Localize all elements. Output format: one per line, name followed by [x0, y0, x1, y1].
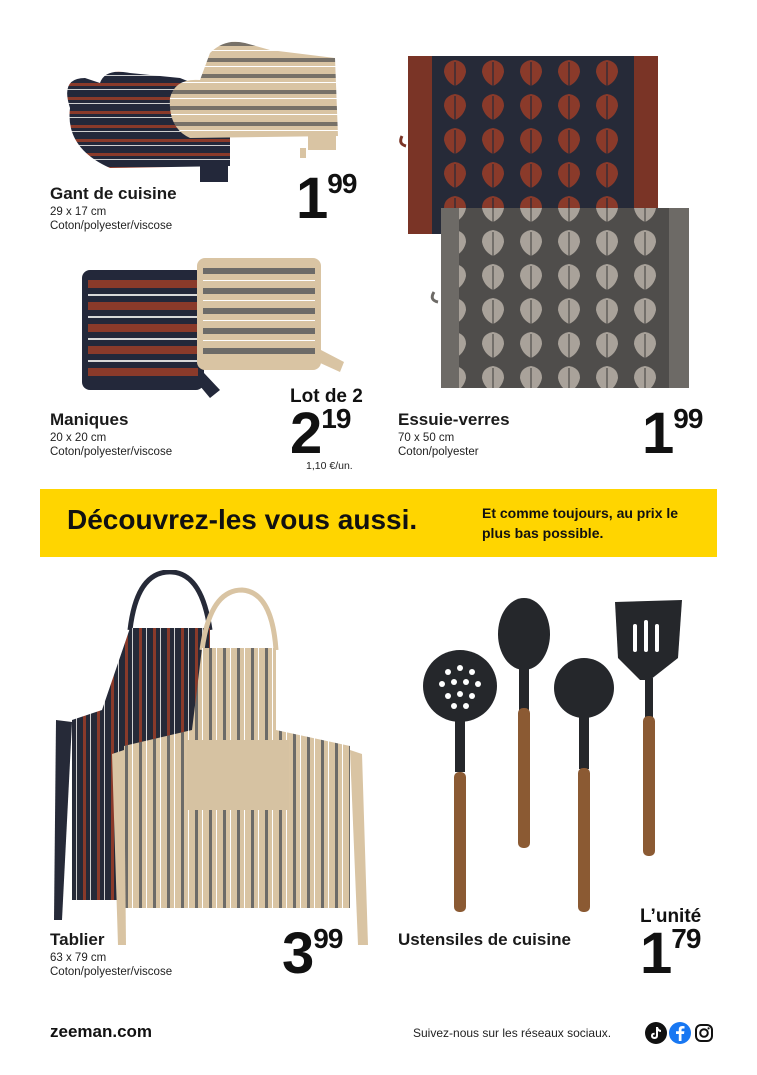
price-decimal: 99 [313, 923, 343, 954]
product-name: Essuie-verres [398, 410, 510, 429]
website-link[interactable]: zeeman.com [50, 1022, 153, 1041]
product-name: Gant de cuisine [50, 184, 177, 203]
promo-banner [40, 489, 717, 557]
price-decimal: 99 [327, 168, 357, 199]
price-integer: 2 [290, 401, 320, 466]
product-dimensions: 29 x 17 cm [50, 206, 107, 218]
kitchen-utensils-image [420, 596, 690, 916]
product-price [640, 921, 701, 986]
unit-price: 1,10 €/un. [306, 460, 353, 472]
product-price [642, 401, 703, 466]
pot-holder-image [82, 258, 352, 400]
tiktok-icon[interactable] [645, 1022, 667, 1044]
product-name: Maniques [50, 410, 129, 429]
price-integer: 1 [640, 921, 670, 986]
price-integer: 3 [282, 921, 312, 986]
tea-towel-image [398, 56, 693, 390]
product-price [290, 401, 351, 466]
instagram-icon[interactable] [693, 1022, 715, 1044]
price-decimal: 79 [671, 923, 701, 954]
price-decimal: 19 [321, 403, 351, 434]
product-material: Coton/polyester [398, 446, 479, 458]
product-material: Coton/polyester/viscose [50, 220, 173, 232]
banner-subline: Et comme toujours, au prix le plus bas possible. [482, 505, 679, 541]
product-name: Tablier [50, 930, 105, 949]
product-name: Ustensiles de cuisine [398, 930, 571, 949]
product-dimensions: 63 x 79 cm [50, 952, 107, 964]
price-label: Lot de 2 [290, 386, 363, 407]
product-price [282, 921, 343, 986]
price-integer: 1 [296, 166, 326, 231]
banner-headline: Découvrez-les vous aussi. [67, 504, 418, 535]
social-icons [645, 1022, 715, 1044]
apron-image [52, 570, 372, 950]
facebook-icon[interactable] [669, 1022, 691, 1044]
product-dimensions: 20 x 20 cm [50, 432, 107, 444]
price-label: L’unité [640, 906, 702, 927]
social-media-text: Suivez-nous sur les réseaux sociaux. [413, 1026, 612, 1040]
price-integer: 1 [642, 401, 672, 466]
product-material: Coton/polyester/viscose [50, 966, 173, 978]
product-dimensions: 70 x 50 cm [398, 432, 455, 444]
price-decimal: 99 [673, 403, 703, 434]
product-material: Coton/polyester/viscose [50, 446, 173, 458]
product-price [296, 166, 357, 231]
